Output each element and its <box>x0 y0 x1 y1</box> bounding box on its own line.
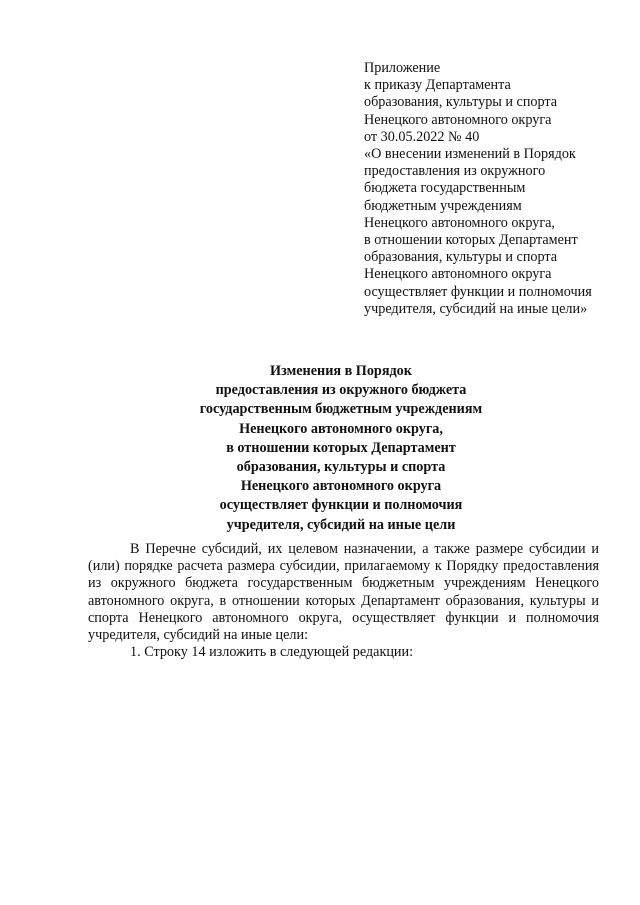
annex-line: к приказу Департамента <box>364 77 511 94</box>
annex-line: от 30.05.2022 № 40 <box>364 128 480 145</box>
list-item-1: 1. Строку 14 изложить в следующей редакции: <box>130 644 414 661</box>
title-line: государственным бюджетным учреждениям <box>199 401 483 418</box>
document-title <box>120 362 562 535</box>
annex-line: образования, культуры и спорта <box>364 249 558 266</box>
annex-line: Ненецкого автономного округа, <box>364 214 555 231</box>
annex-line: предоставления из окружного <box>364 163 546 180</box>
annex-line: «О внесении изменений в Порядок <box>364 146 576 163</box>
title-line: Ненецкого автономного округа, <box>239 420 443 437</box>
document-body <box>88 541 599 661</box>
annex-line: Ненецкого автономного округа <box>364 266 552 283</box>
annex-header <box>364 60 626 318</box>
title-line: в отношении которых Департамент <box>226 439 456 456</box>
title-line: Изменения в Порядок <box>270 363 412 379</box>
annex-line: бюджета государственным <box>364 180 526 197</box>
annex-line: Ненецкого автономного округа <box>364 111 552 128</box>
title-line: образования, культуры и спорта <box>236 459 446 476</box>
title-line: предоставления из окружного бюджета <box>215 382 467 399</box>
title-line: учредителя, субсидий на иные цели <box>226 516 456 533</box>
title-line: Ненецкого автономного округа <box>240 478 442 495</box>
annex-line: учредителя, субсидий на иные цели» <box>364 300 588 317</box>
body-paragraph: В Перечне субсидий, их целевом назначении, а также размере субсидии и (или) порядке расчета размера субсидии, прилагаемому к Порядку предоставления из окружного бюджета государственным бюджетным учреждениям Ненецкого автономного округа, в отношении которых Департамент образования, культуры и спорта Ненецкого автономного округа, осуществляет функции и полномочия учредителя, субсидий на иные цели: <box>88 541 599 644</box>
annex-line: осуществляет функции и полномочия <box>364 283 592 300</box>
annex-line: в отношении которых Департамент <box>364 232 578 249</box>
annex-line: бюджетным учреждениям <box>364 197 522 214</box>
title-line: осуществляет функции и полномочия <box>219 497 463 514</box>
annex-line: Приложение <box>364 60 441 76</box>
annex-line: образования, культуры и спорта <box>364 94 558 111</box>
